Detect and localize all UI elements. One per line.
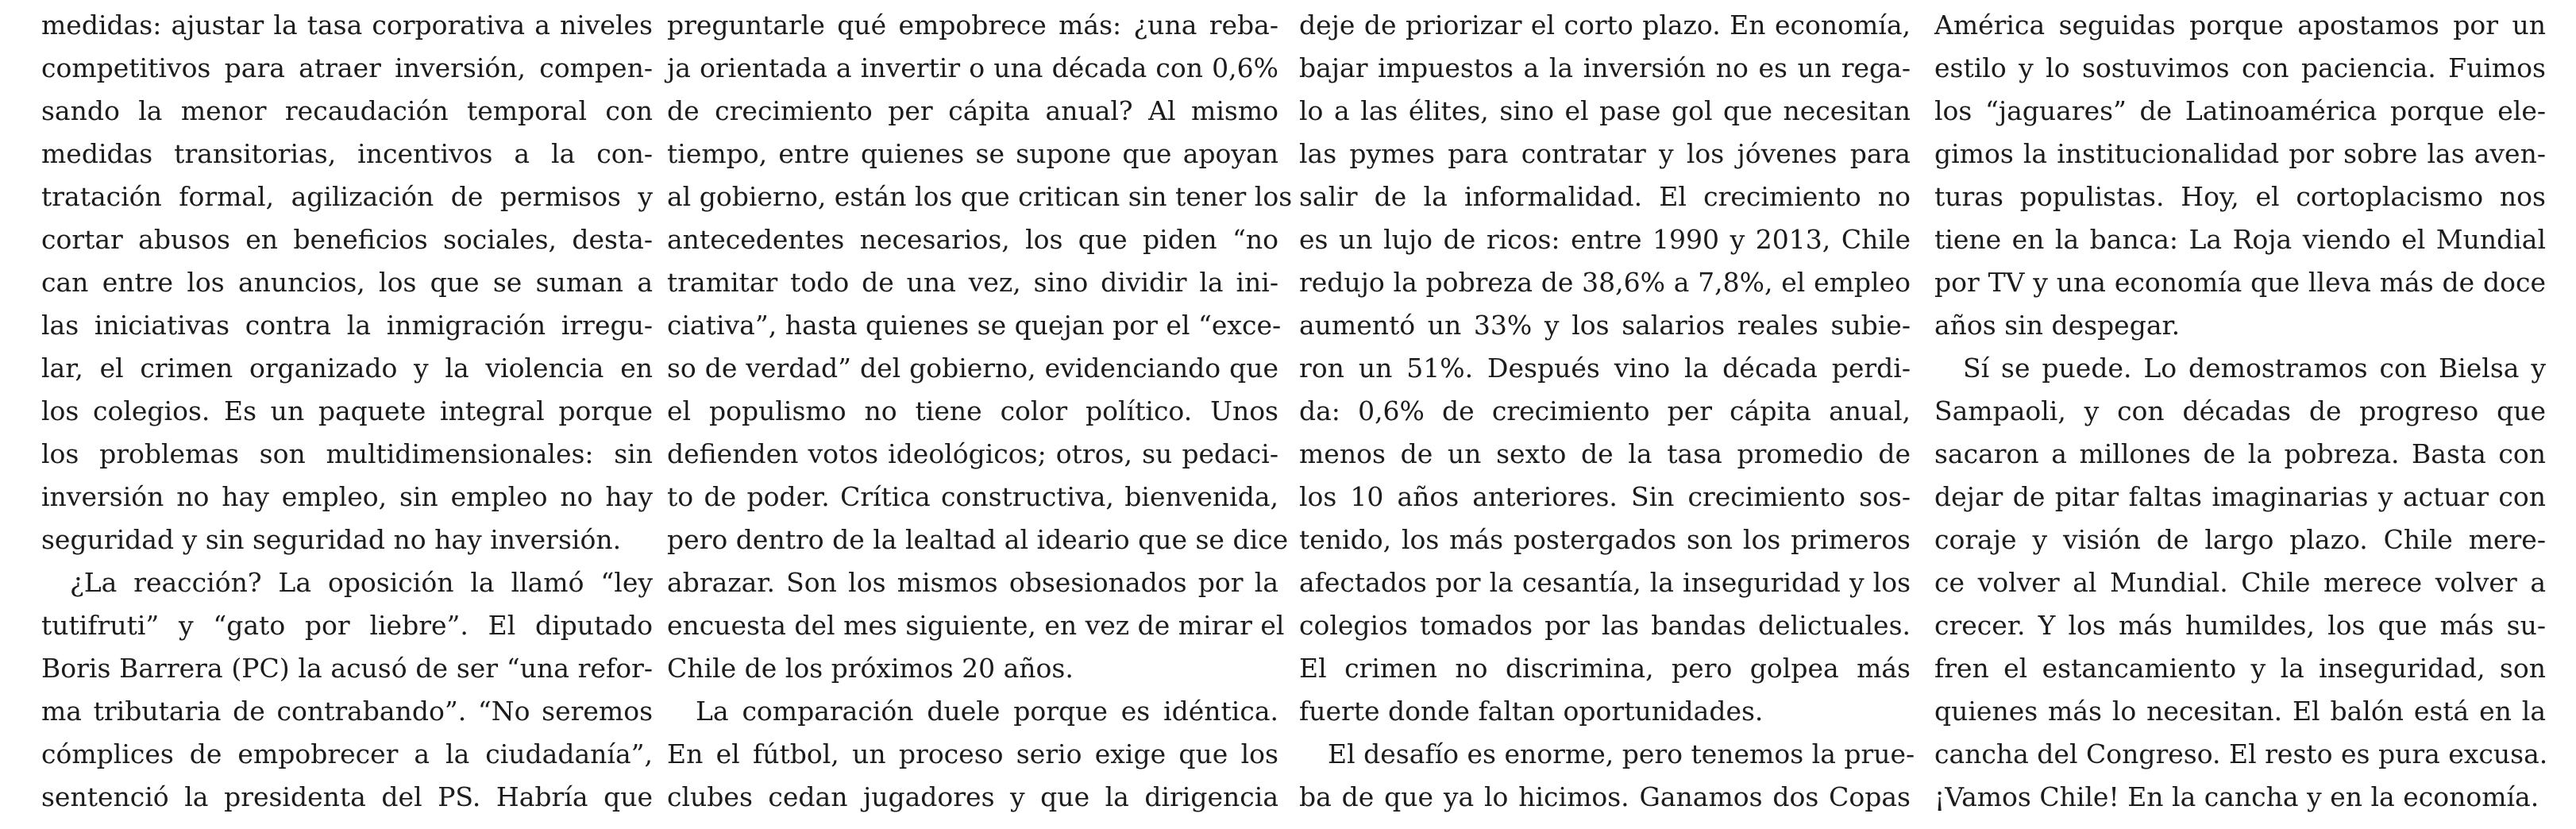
text-line: medidas: ajustar la tasa corporativa a niveles <box>41 10 653 40</box>
text-line: Sampaoli, y con décadas de progreso que <box>1934 395 2546 426</box>
text-line: inversión no hay empleo, sin empleo no hay <box>41 481 653 512</box>
text-line: tiene en la banca: La Roja viendo el Mundial <box>1934 224 2546 255</box>
text-line: salir de la informalidad. El crecimiento no <box>1299 181 1911 212</box>
text-line: afectados por la cesantía, la inseguridad y los <box>1299 567 1911 598</box>
text-line: colegios tomados por las bandas delictuales. <box>1299 610 1911 641</box>
text-line: tratación formal, agilización de permisos y <box>41 181 653 212</box>
text-line: estilo y lo sostuvimos con paciencia. Fuimos <box>1934 52 2546 83</box>
text-line: deje de priorizar el corto plazo. En economía, <box>1299 10 1911 40</box>
text-line: los “jaguares” de Latinoamérica porque ele- <box>1934 95 2546 126</box>
text-line: bajar impuestos a la inversión no es un rega- <box>1299 52 1911 83</box>
text-line: ce volver al Mundial. Chile merece volver a <box>1934 567 2546 598</box>
text-line: aumentó un 33% y los salarios reales subie- <box>1299 310 1911 341</box>
text-line: El desafío es enorme, pero tenemos la prue- <box>1328 738 1915 769</box>
text-line: tenido, los más postergados son los primeros <box>1299 524 1911 555</box>
text-line: sacaron a millones de la pobreza. Basta con <box>1934 438 2546 469</box>
text-line: cancha del Congreso. El resto es pura excusa. <box>1934 738 2548 769</box>
text-line: por TV y una economía que lleva más de doce <box>1934 267 2546 298</box>
text-line: de crecimiento per cápita anual? Al mismo <box>667 95 1278 126</box>
text-line: gimos la institucionalidad por sobre las aven- <box>1934 138 2546 169</box>
text-line: preguntarle qué empobrece más: ¿una reba- <box>667 10 1278 40</box>
text-line: años sin despegar. <box>1934 310 2181 341</box>
text-line: quienes más lo necesitan. El balón está en la <box>1934 696 2546 727</box>
text-column-1 <box>41 0 653 829</box>
text-column-2 <box>667 0 1293 829</box>
text-line: Chile de los próximos 20 años. <box>667 653 1074 684</box>
text-line: medidas transitorias, incentivos a la con- <box>41 138 653 169</box>
text-line: ba de que ya lo hicimos. Ganamos dos Copas <box>1299 781 1911 812</box>
text-line: los colegios. Es un paquete integral porque <box>41 395 653 426</box>
text-line: cómplices de empobrecer a la ciudadanía”, <box>41 738 653 769</box>
text-line: los problemas son multidimensionales: sin <box>41 438 653 469</box>
text-line: los 10 años anteriores. Sin crecimiento sos- <box>1299 481 1911 512</box>
text-line: La comparación duele porque es idéntica. <box>696 696 1278 727</box>
text-line: encuesta del mes siguiente, en vez de mirar el <box>667 610 1285 641</box>
text-line: seguridad y sin seguridad no hay inversión. <box>41 524 622 555</box>
text-line: sando la menor recaudación temporal con <box>41 95 653 126</box>
text-line: crecer. Y los más humildes, los que más su- <box>1934 610 2546 641</box>
text-line: competitivos para atraer inversión, compen- <box>41 52 653 83</box>
text-line: antecedentes necesarios, los que piden “no <box>667 224 1278 255</box>
text-column-4 <box>1934 0 2546 829</box>
text-line: fren el estancamiento y la inseguridad, son <box>1934 653 2546 684</box>
text-line: ron un 51%. Después vino la década perdi- <box>1299 353 1911 384</box>
text-line: to de poder. Crítica constructiva, bienvenida, <box>667 481 1278 512</box>
text-line: menos de un sexto de la tasa promedio de <box>1299 438 1911 469</box>
text-line: ja orientada a invertir o una década con 0,6% <box>667 52 1278 83</box>
text-column-3 <box>1299 0 1915 829</box>
text-line: can entre los anuncios, los que se suman a <box>41 267 653 298</box>
text-line: dejar de pitar faltas imaginarias y actuar con <box>1934 481 2546 512</box>
text-line: sentenció la presidenta del PS. Habría que <box>41 781 653 812</box>
text-line: Boris Barrera (PC) la acusó de ser “una refor- <box>41 653 653 684</box>
text-line: tutifruti” y “gato por liebre”. El diputado <box>41 610 653 641</box>
text-line: fuerte donde faltan oportunidades. <box>1299 696 1764 727</box>
text-line: coraje y visión de largo plazo. Chile mere- <box>1934 524 2546 555</box>
text-line: abrazar. Son los mismos obsesionados por la <box>667 567 1278 598</box>
text-line: al gobierno, están los que critican sin tener los <box>667 181 1293 212</box>
text-line: da: 0,6% de crecimiento per cápita anual, <box>1299 395 1911 426</box>
text-line: ¡Vamos Chile! En la cancha y en la economía. <box>1934 781 2539 812</box>
text-line: En el fútbol, un proceso serio exige que los <box>667 738 1278 769</box>
text-line: redujo la pobreza de 38,6% a 7,8%, el empleo <box>1299 267 1911 298</box>
text-line: las iniciativas contra la inmigración irregu- <box>41 310 653 341</box>
text-line: El crimen no discrimina, pero golpea más <box>1299 653 1911 684</box>
text-line: defienden votos ideológicos; otros, su pedaci- <box>667 438 1278 469</box>
text-line: el populismo no tiene color político. Unos <box>667 395 1278 426</box>
text-line: ciativa”, hasta quienes se quejan por el “exce- <box>667 310 1282 341</box>
text-line: es un lujo de ricos: entre 1990 y 2013, Chile <box>1299 224 1911 255</box>
text-line: pero dentro de la lealtad al ideario que se dice <box>667 524 1289 555</box>
text-line: lo a las élites, sino el pase gol que necesitan <box>1299 95 1911 126</box>
text-line: turas populistas. Hoy, el cortoplacismo nos <box>1934 181 2546 212</box>
text-line: clubes cedan jugadores y que la dirigencia <box>667 781 1278 812</box>
text-line: ma tributaria de contrabando”. “No seremos <box>41 696 653 727</box>
text-line: tramitar todo de una vez, sino dividir la ini- <box>667 267 1278 298</box>
text-line: Sí se puede. Lo demostramos con Bielsa y <box>1963 353 2546 384</box>
text-line: las pymes para contratar y los jóvenes para <box>1299 138 1911 169</box>
text-line: ¿La reacción? La oposición la llamó “ley <box>70 567 653 598</box>
text-line: so de verdad” del gobierno, evidenciando que <box>667 353 1278 384</box>
text-line: tiempo, entre quienes se supone que apoyan <box>667 138 1278 169</box>
text-line: lar, el crimen organizado y la violencia en <box>41 353 653 384</box>
text-line: cortar abusos en beneficios sociales, desta- <box>41 224 653 255</box>
text-line: América seguidas porque apostamos por un <box>1934 10 2546 40</box>
